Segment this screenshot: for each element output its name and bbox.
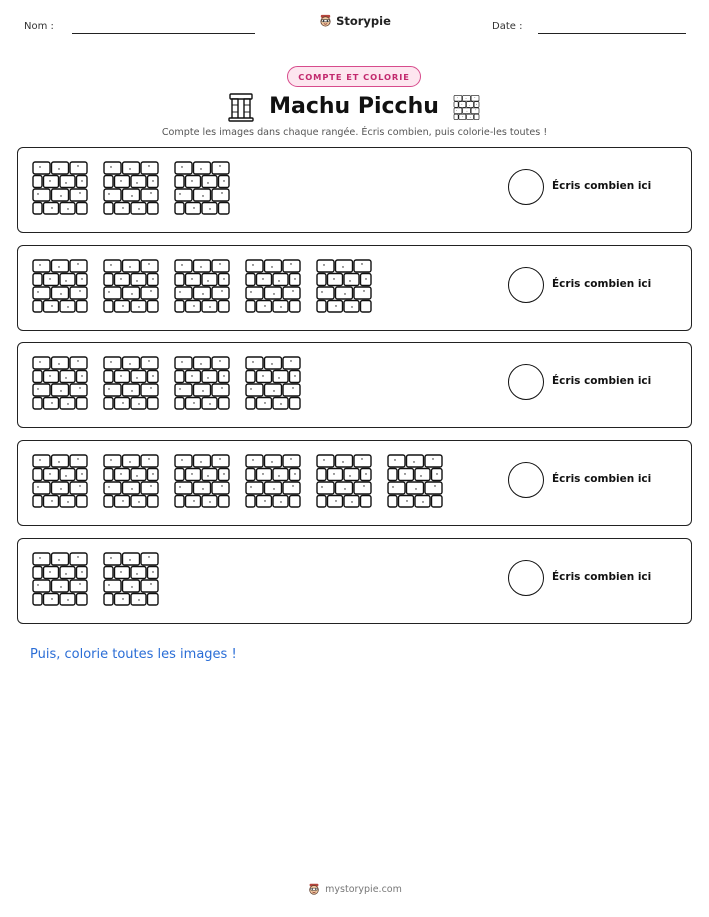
stone-wall-icon: [103, 356, 159, 410]
storypie-mascot-icon: [307, 882, 321, 896]
counting-row: [17, 245, 692, 331]
stone-wall-icon: [32, 259, 88, 313]
counting-row: [17, 147, 692, 233]
stone-wall-icon: [245, 454, 301, 508]
answer-label: Écris combien ici: [552, 571, 652, 583]
page-title: Machu Picchu: [269, 94, 439, 119]
counting-row: [17, 440, 692, 526]
stone-wall-icon: [103, 454, 159, 508]
stone-wall-icon: [316, 454, 372, 508]
brand-name: Storypie: [336, 13, 391, 28]
answer-circle[interactable]: [508, 169, 544, 205]
site-footer: [0, 881, 709, 900]
answer-label: Écris combien ici: [552, 375, 652, 387]
stone-wall-icon: [453, 95, 480, 120]
answer-circle[interactable]: [508, 364, 544, 400]
date-label: Date :: [492, 21, 523, 32]
stone-wall-icon: [174, 356, 230, 410]
stone-wall-icon: [32, 356, 88, 410]
stone-wall-icon: [245, 259, 301, 313]
storypie-mascot-icon: [318, 13, 333, 28]
title-row: [0, 91, 709, 123]
answer-circle[interactable]: [508, 560, 544, 596]
counting-row: [17, 538, 692, 624]
activity-badge: COMPTE ET COLORIE: [287, 66, 421, 87]
stone-wall-icon: [103, 161, 159, 215]
answer-label: Écris combien ici: [552, 180, 652, 192]
stone-wall-icon: [387, 454, 443, 508]
answer-label: Écris combien ici: [552, 278, 652, 290]
stone-wall-icon: [32, 161, 88, 215]
stone-wall-icon: [174, 161, 230, 215]
name-field[interactable]: [72, 33, 255, 34]
stone-wall-icon: [316, 259, 372, 313]
stone-wall-icon: [103, 552, 159, 606]
temple-gate-icon: [228, 92, 254, 122]
stone-wall-icon: [245, 356, 301, 410]
answer-label: Écris combien ici: [552, 473, 652, 485]
name-label: Nom :: [24, 21, 54, 32]
coloring-note: Puis, colorie toutes les images !: [30, 647, 237, 662]
site-url[interactable]: mystorypie.com: [325, 883, 402, 895]
stone-wall-icon: [32, 552, 88, 606]
brand-logo: [0, 13, 709, 32]
counting-row: [17, 342, 692, 428]
answer-circle[interactable]: [508, 267, 544, 303]
stone-wall-icon: [103, 259, 159, 313]
answer-circle[interactable]: [508, 462, 544, 498]
stone-wall-icon: [174, 259, 230, 313]
date-field[interactable]: [538, 33, 686, 34]
stone-wall-icon: [32, 454, 88, 508]
instruction-text: Compte les images dans chaque rangée. Écris combien, puis colorie-les toutes !: [161, 127, 548, 138]
stone-wall-icon: [174, 454, 230, 508]
